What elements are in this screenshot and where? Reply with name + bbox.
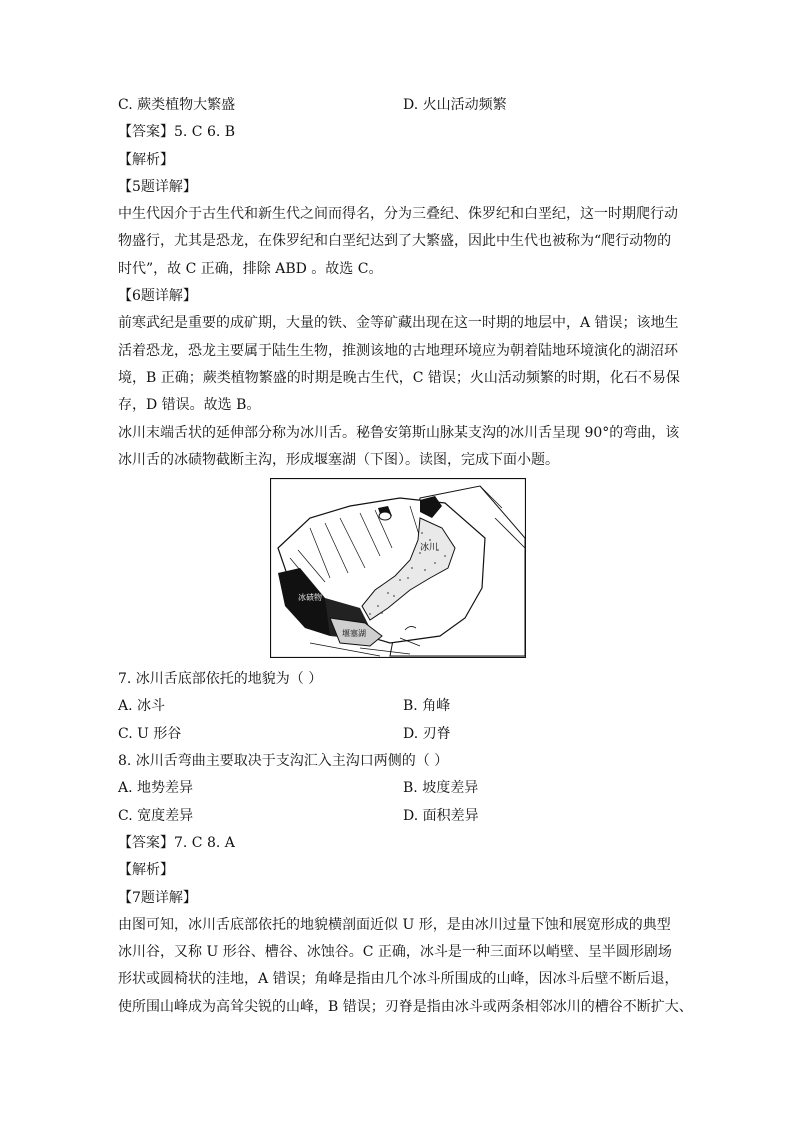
q8-options-ab [118,775,678,802]
paragraph-line: 时代”，故 C 正确，排除 ABD 。故选 C。 [118,260,383,277]
glacier-tongue-figure [270,478,526,658]
paragraph-line: 存，D 错误。故选 B。 [118,397,261,414]
option-d: D. 刃脊 [403,725,451,742]
paragraph-line: 物盛行，尤其是恐龙，在侏罗纪和白垩纪达到了大繁盛，因此中生代也被称为“爬行动物的 [118,233,672,250]
paragraph-line: 境，B 正确；蕨类植物繁盛的时期是晚古生代，C 错误；火山活动频繁的时期，化石不易保 [118,369,680,386]
q7-options-ab [118,693,678,720]
label-lake: 堰塞湖 [342,629,366,639]
label-moraine: 冰碛物 [298,593,322,603]
glacier-sketch [270,478,526,658]
paragraph-line: 形状或圆椅状的洼地，A 错误；角峰是指由几个冰斗所围成的山峰，因冰斗后壁不断后退， [118,971,679,988]
option-a: A. 冰斗 [118,698,166,715]
option-c: C. 蕨类植物大繁盛 [118,97,236,113]
label-glacier: 冰川 [420,542,439,553]
option-b: B. 坡度差异 [403,780,479,797]
q8-stem: 8. 冰川舌弯曲主要取决于支沟汇入主沟口两侧的（ ） [118,753,449,770]
option-d: D. 火山活动频繁 [403,97,507,113]
q6-options-cd [118,92,678,119]
document-page [118,92,693,1021]
paragraph-line: 由图可知，冰川舌底部依托的地貌横剖面近似 U 形，是由冰川过量下蚀和展宽形成的典型 [118,916,671,933]
q5-detail-title: 【5题详解】 [118,178,197,195]
paragraph-line: 中生代因介于古生代和新生代之间而得名，分为三叠纪、侏罗纪和白垩纪，这一时期爬行动 [118,206,678,223]
paragraph-line: 冰川谷，又称 U 形谷、槽谷、冰蚀谷。C 正确，冰斗是一种三面环以峭壁、呈半圆形剧场 [118,944,672,961]
option-c: C. U 形谷 [118,725,182,742]
option-b: B. 角峰 [403,698,451,715]
answer-line: 【答案】5. C 6. B [118,124,236,141]
q6-detail-title: 【6题详解】 [118,288,197,305]
q7-stem: 7. 冰川舌底部依托的地貌为（ ） [118,671,323,688]
analysis-label: 【解析】 [118,151,174,168]
intro-line: 冰川末端舌状的延伸部分称为冰川舌。秘鲁安第斯山脉某支沟的冰川舌呈现 90°的弯曲，该 [118,424,680,441]
q7-options-cd [118,721,678,748]
paragraph-line: 前寒武纪是重要的成矿期，大量的铁、金等矿藏出现在这一时期的地层中，A 错误；该地生 [118,315,679,332]
intro-line: 冰川舌的冰碛物截断主沟，形成堰塞湖（下图）。读图，完成下面小题。 [118,451,559,468]
analysis-label: 【解析】 [118,862,174,879]
q7-detail-title: 【7题详解】 [118,889,197,906]
option-c: C. 宽度差异 [118,807,194,824]
answer-line: 【答案】7. C 8. A [118,834,235,851]
option-d: D. 面积差异 [403,807,479,824]
option-a: A. 地势差异 [118,780,194,797]
paragraph-line: 活着恐龙，恐龙主要属于陆生生物，推测该地的古地理环境应为朝着陆地环境演化的湖沼环 [118,342,678,359]
paragraph-line: 使所围山峰成为高耸尖锐的山峰，B 错误；刃脊是指由冰斗或两条相邻冰川的槽谷不断扩大、 [118,998,693,1015]
q8-options-cd [118,803,678,830]
